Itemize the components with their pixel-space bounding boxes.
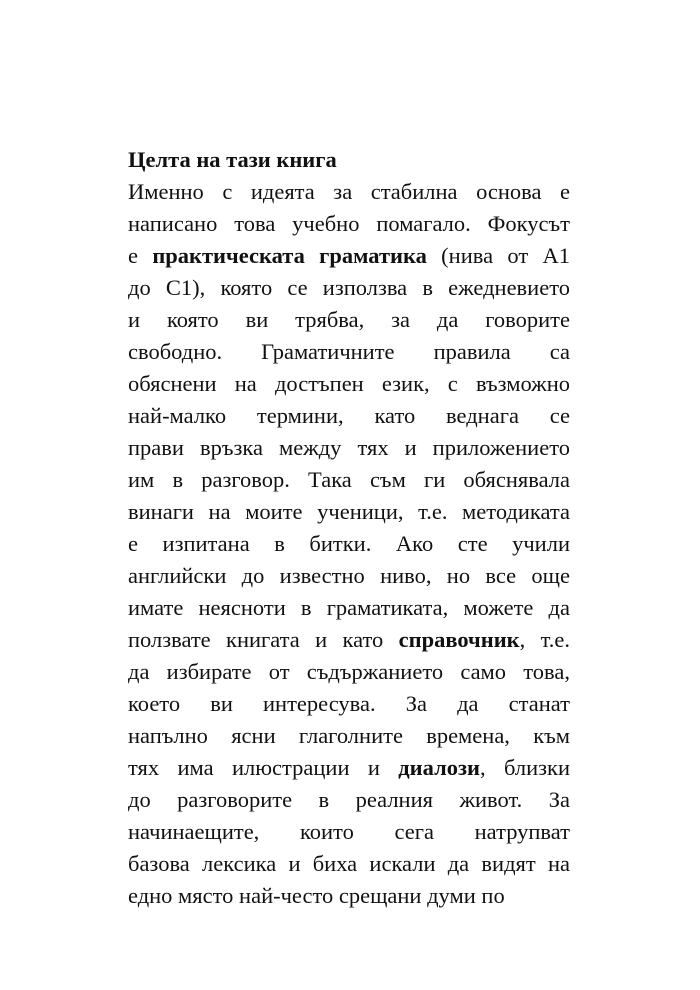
text-line [128, 688, 570, 720]
text-line [128, 656, 570, 688]
text-run: имате неясноти в граматиката, можете да [128, 595, 570, 620]
text-line [128, 592, 570, 624]
section-heading: Целта на тази книга [128, 147, 337, 172]
text-run: ползвате книгата и като [128, 627, 399, 652]
text-run: което ви интересува. За да станат [128, 691, 570, 716]
text-line [128, 560, 570, 592]
text-run: английски до известно ниво, но все още [128, 563, 570, 588]
text-run: е [128, 243, 153, 268]
text-run: напълно ясни глаголните времена, към [128, 723, 570, 748]
text-line [128, 720, 570, 752]
text-run: (нива от А1 [426, 243, 570, 268]
text-line [128, 272, 570, 304]
text-run: базова лексика и биха искали да видят на [128, 851, 570, 876]
text-run: е изпитана в битки. Ако сте учили [128, 531, 570, 556]
text-line [128, 848, 570, 880]
text-line [128, 528, 570, 560]
text-line [128, 496, 570, 528]
text-run: прави връзка между тях и приложението [128, 435, 570, 460]
text-line [128, 432, 570, 464]
text-run: обяснени на достъпен език, с възможно [128, 371, 570, 396]
text-run: , близки [479, 755, 570, 780]
text-run: едно място най-често срещани думи по [128, 883, 505, 908]
text-run: до разговорите в реалния живот. За [128, 787, 570, 812]
text-line [128, 176, 570, 208]
text-run: най-малко термини, като веднага се [128, 403, 570, 428]
text-line [128, 240, 570, 272]
text-line [128, 368, 570, 400]
text-run: винаги на моите ученици, т.е. методиката [128, 499, 570, 524]
text-run: свободно. Граматичните правила са [128, 339, 570, 364]
text-line [128, 752, 570, 784]
text-run: написано това учебно помагало. Фокусът [128, 211, 570, 236]
text-line [128, 208, 570, 240]
text-line [128, 400, 570, 432]
text-line [128, 880, 570, 912]
text-run: , т.е. [519, 627, 570, 652]
text-run: тях има илюстрации и [128, 755, 399, 780]
body-paragraph [128, 176, 570, 912]
bold-term: практическата граматика [152, 243, 427, 268]
text-run: до С1), която се използва в ежедневието [128, 275, 570, 300]
bold-term: диалози [398, 755, 480, 780]
text-run: им в разговор. Така съм ги обяснявала [128, 467, 570, 492]
text-line [128, 816, 570, 848]
text-run: да избирате от съдържанието само това, [128, 659, 570, 684]
text-line [128, 784, 570, 816]
text-line [128, 624, 570, 656]
text-line [128, 336, 570, 368]
text-line [128, 464, 570, 496]
text-line [128, 304, 570, 336]
text-run: и която ви трябва, за да говорите [128, 307, 570, 332]
text-run: начинаещите, които сега натрупват [128, 819, 570, 844]
text-run: Именно с идеята за стабилна основа е [128, 179, 570, 204]
book-page [128, 144, 570, 912]
bold-term: справочник [398, 627, 520, 652]
